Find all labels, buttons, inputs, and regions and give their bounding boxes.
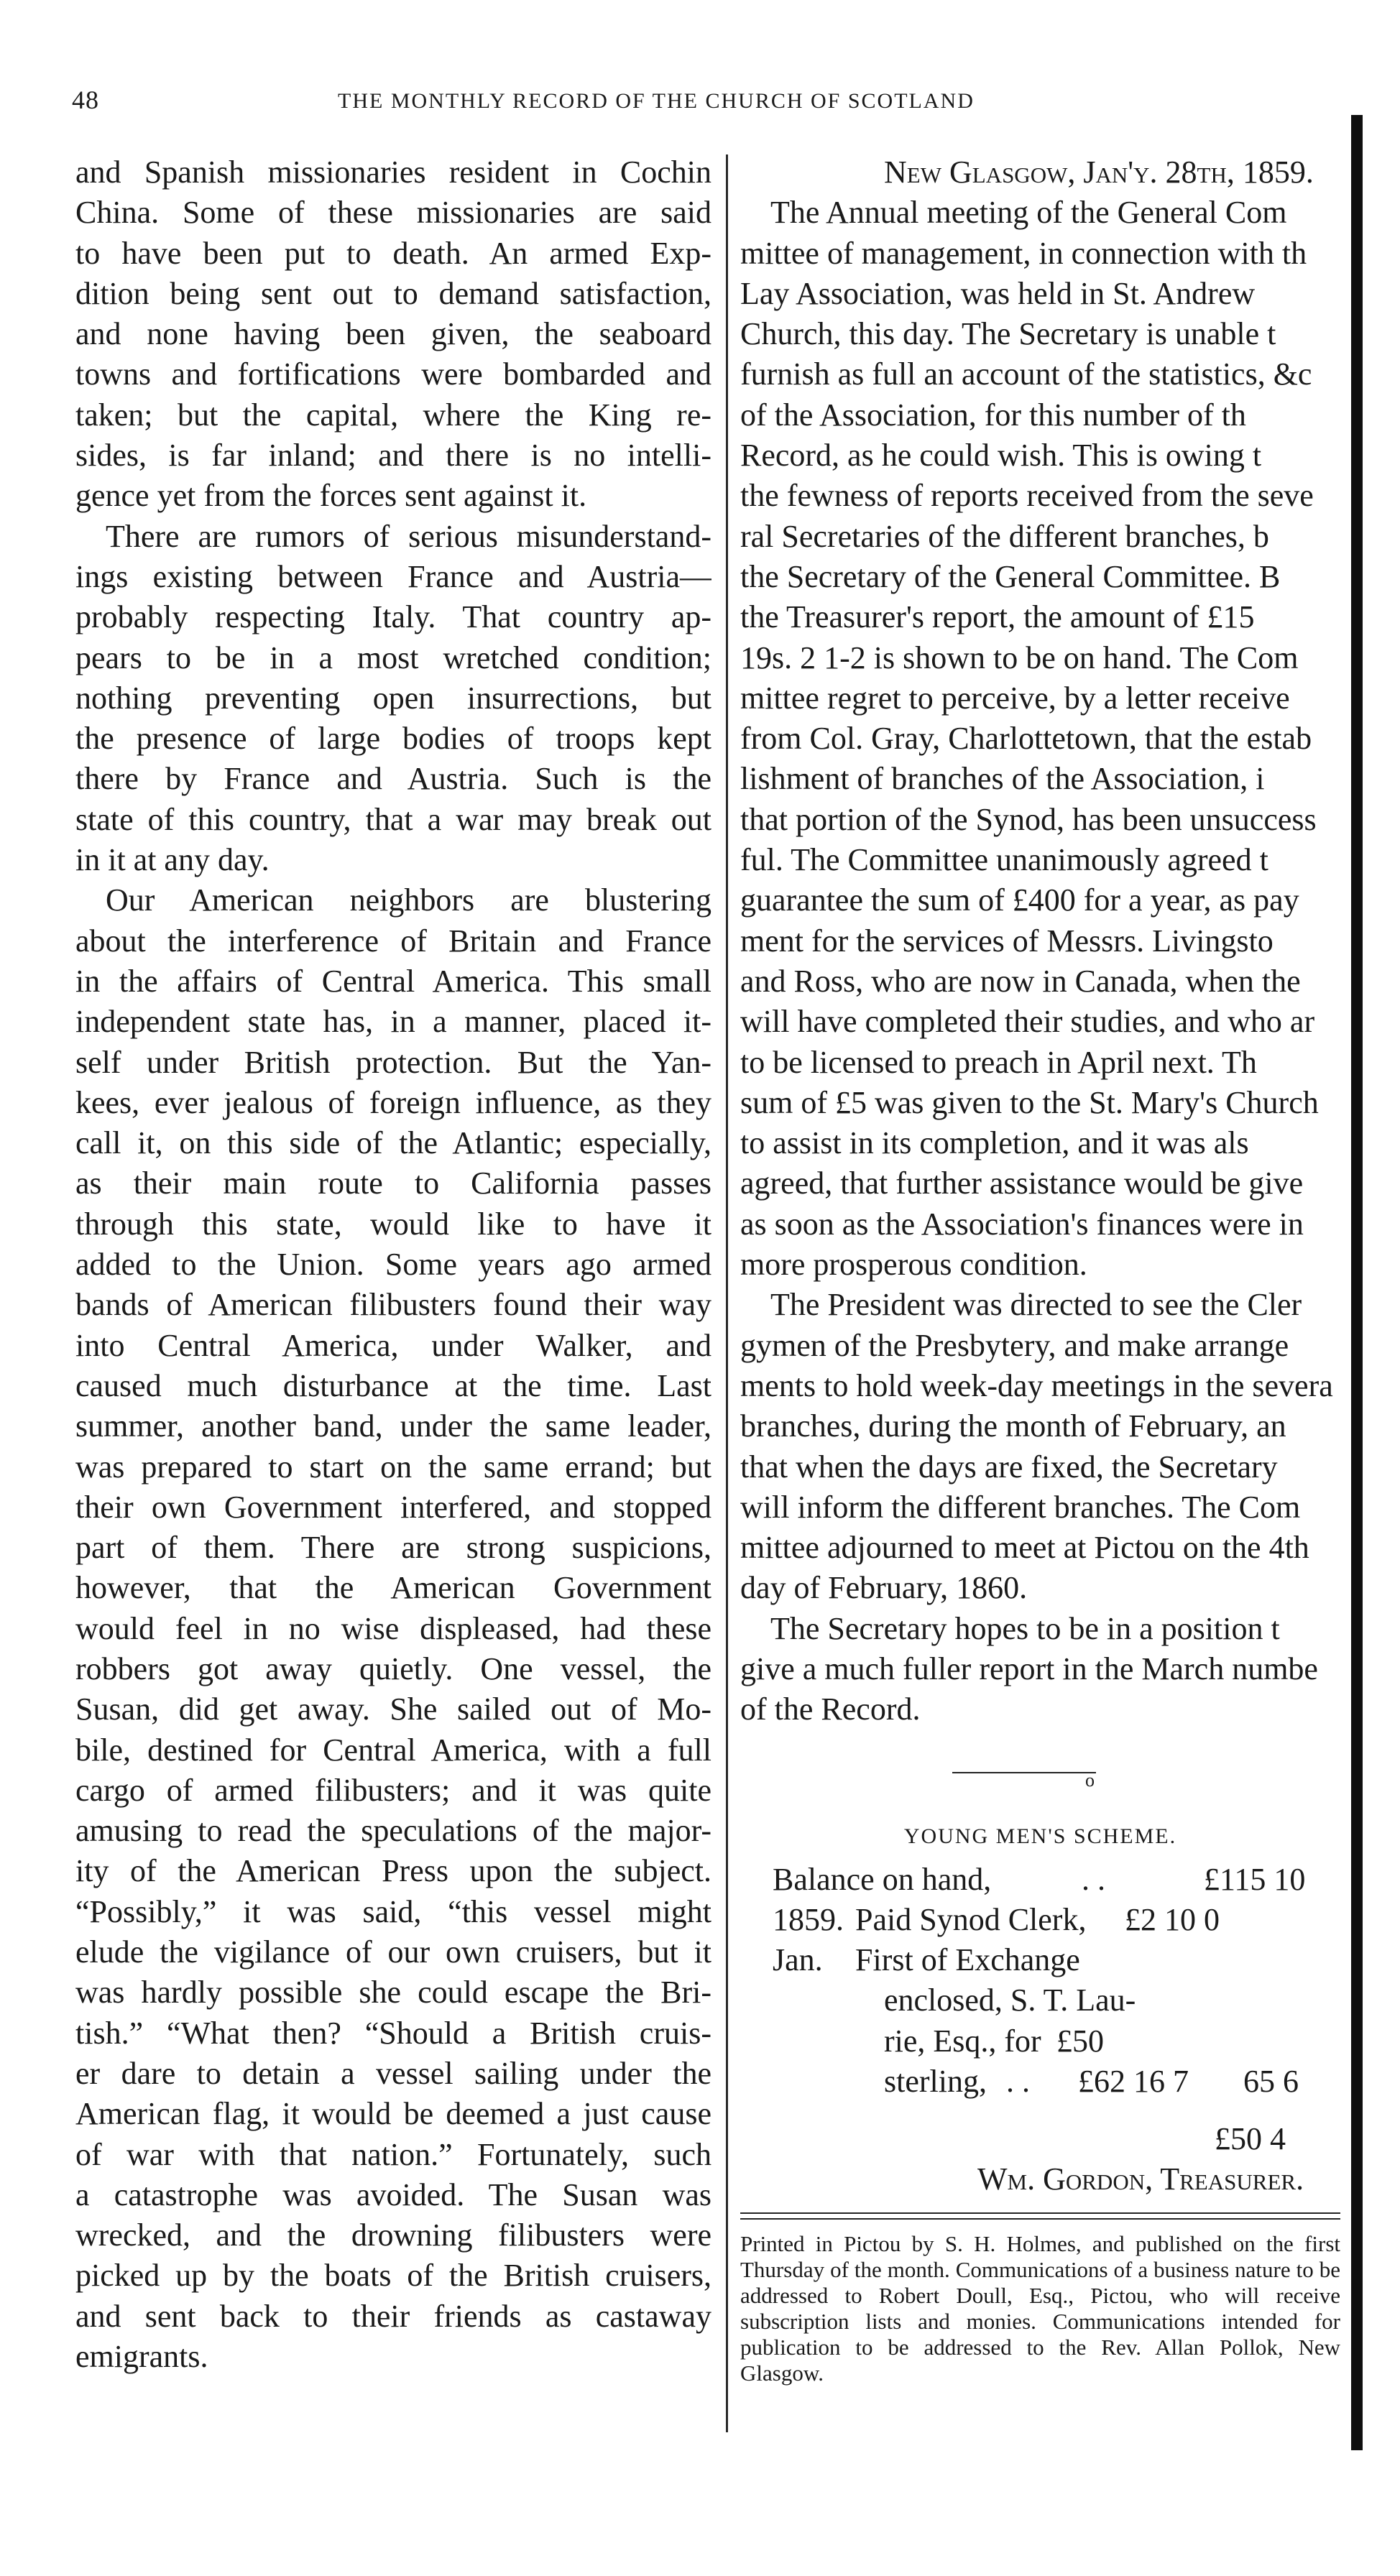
text-line: sides, is far inland; and there is no intelli- (75, 438, 711, 474)
ledger-amount: £62 16 7 (1078, 2064, 1189, 2100)
ledger-year: 1859. (773, 1901, 844, 1937)
text-line: Susan, did get away. She sailed out of Mo- (75, 1691, 711, 1727)
text-line: sum of £5 was given to the St. Mary's Church (740, 1084, 1319, 1120)
text-line: mittee of management, in connection with th (740, 235, 1307, 271)
text-line: ings existing between France and Austria— (75, 558, 711, 594)
text-line: agreed, that further assistance would be give (740, 1165, 1304, 1201)
text-line: mittee regret to perceive, by a letter receive (740, 680, 1290, 716)
rule-line (740, 2218, 1340, 2220)
text-line: will have completed their studies, and who ar (740, 1004, 1315, 1040)
text-line: probably respecting Italy. That country ap- (75, 599, 711, 635)
ledger-row (740, 2062, 1340, 2102)
text-line: Our American neighbors are blustering (106, 882, 711, 918)
ledger-label: Balance on hand, (773, 1861, 992, 1897)
text-line: will inform the different branches. The Com (740, 1489, 1301, 1525)
text-line: was hardly possible she could escape the Bri- (75, 1975, 711, 2011)
text-line: American flag, it would be deemed a just cause (75, 2096, 711, 2132)
ledger-label: enclosed, S. T. Lau- (884, 1982, 1136, 2018)
ledger-label: rie, Esq., for (884, 2023, 1041, 2059)
ornamental-rule (740, 1730, 1340, 1809)
text-line: call it, on this side of the Atlantic; especially, (75, 1125, 711, 1161)
ledger-month: Jan. (773, 1942, 823, 1978)
text-line: taken; but the capital, where the King re- (75, 397, 711, 433)
text-line: part of them. There are strong suspicions, (75, 1530, 711, 1566)
text-line: emigrants. (75, 2339, 208, 2375)
text-line: gence yet from the forces sent against it. (75, 478, 587, 514)
text-line: elude the vigilance of our own cruisers, but it (75, 1934, 711, 1970)
text-line: Lay Association, was held in St. Andrew (740, 275, 1256, 311)
text-line: bile, destined for Central America, with a full (75, 1732, 711, 1768)
text-line: amusing to read the speculations of the major- (75, 1813, 711, 1849)
text-line: the Secretary of the General Committee. B (740, 558, 1281, 594)
text-line: caused much disturbance at the time. Last (75, 1367, 711, 1403)
text-line: would feel in no wise displeased, had these (75, 1610, 711, 1646)
ledger-label: sterling, (884, 2064, 987, 2100)
text-line: that portion of the Synod, has been unsuccess (740, 801, 1317, 837)
ledger-label: First of Exchange (855, 1942, 1080, 1978)
text-line: self under British protection. But the Yan- (75, 1044, 711, 1080)
text-line: added to the Union. Some years ago armed (75, 1247, 711, 1283)
ledger-table (740, 1860, 1340, 2160)
ledger-balance: £50 4 (1215, 2121, 1286, 2157)
text-line: about the interference of Britain and France (75, 923, 711, 959)
text-line: into Central America, under Walker, and (75, 1327, 711, 1363)
text-line: and sent back to their friends as castaway (75, 2298, 711, 2334)
ledger-row (740, 2021, 1340, 2062)
double-rule (740, 2202, 1340, 2231)
text-line: pears to be in a most wretched condition; (75, 640, 711, 675)
text-line: their own Government interfered, and stopped (75, 1489, 711, 1525)
text-line: gymen of the Presbytery, and make arrange (740, 1327, 1289, 1363)
text-line: wrecked, and the drowning filibusters were (75, 2217, 711, 2253)
section-heading: YOUNG MEN'S SCHEME. (903, 1824, 1177, 1848)
text-line: guarantee the sum of £400 for a year, as pay (740, 882, 1299, 918)
text-line: through this state, would like to have it (75, 1206, 711, 1242)
column-divider (726, 154, 728, 2432)
text-line: however, that the American Government (75, 1570, 711, 1606)
text-line: er dare to detain a vessel sailing under the (75, 2055, 711, 2091)
text-line: branches, during the month of February, an (740, 1408, 1286, 1444)
ledger-row (740, 2102, 1340, 2159)
text-line: China. Some of these missionaries are said (75, 195, 711, 231)
text-line: that when the days are fixed, the Secretary (740, 1449, 1278, 1485)
ledger-row (740, 1980, 1340, 2021)
text-line: in it at any day. (75, 842, 270, 878)
text-line: state of this country, that a war may break out (75, 801, 711, 837)
text-line: to be licensed to preach in April next. Th (740, 1044, 1257, 1080)
text-line: Record, as he could wish. This is owing t (740, 438, 1262, 474)
text-line: there by France and Austria. Such is the (75, 761, 711, 797)
text-line: the Treasurer's report, the amount of £15 (740, 599, 1255, 635)
text-line: to assist in its completion, and it was als (740, 1125, 1249, 1161)
ledger-row (740, 1940, 1340, 1980)
ledger-amount: £2 10 0 (1125, 1901, 1220, 1937)
ledger-total: 65 6 (1243, 2064, 1299, 2100)
text-line: and Ross, who are now in Canada, when the (740, 963, 1301, 999)
text-line: The Secretary hopes to be in a position t (770, 1610, 1280, 1646)
text-line: ity of the American Press upon the subject. (75, 1853, 711, 1889)
text-line: give a much fuller report in the March numbe (740, 1651, 1318, 1686)
text-line: from Col. Gray, Charlottetown, that the estab (740, 721, 1312, 757)
text-line: as their main route to California passes (75, 1165, 711, 1201)
rule-line (740, 2212, 1340, 2214)
left-column (75, 152, 711, 2377)
right-column (740, 152, 1340, 2386)
text-line: towns and fortifications were bombarded and (75, 356, 711, 392)
text-line: to have been put to death. An armed Exp- (75, 235, 711, 271)
ledger-amount: £115 10 (1204, 1861, 1306, 1897)
text-line: cargo of armed filibusters; and it was quite (75, 1772, 711, 1808)
text-line: Church, this day. The Secretary is unable t (740, 316, 1276, 352)
text-line: more prosperous condition. (740, 1247, 1087, 1283)
text-line: The President was directed to see the Cler (770, 1287, 1302, 1323)
page-edge-bar (1351, 115, 1363, 2450)
page-title: THE MONTHLY RECORD OF THE CHURCH OF SCOTLAND (338, 89, 975, 113)
ledger-label: Paid Synod Clerk, (855, 1901, 1087, 1937)
text-line: tish.” “What then? “Should a British cruis- (75, 2015, 711, 2051)
text-line: “Possibly,” it was said, “this vessel might (75, 1893, 711, 1929)
text-line: the presence of large bodies of troops kept (75, 721, 711, 757)
text-line: ful. The Committee unanimously agreed t (740, 842, 1268, 878)
text-line: ment for the services of Messrs. Livingsto (740, 923, 1274, 959)
text-line: robbers got away quietly. One vessel, the (75, 1651, 711, 1686)
treasurer-signature (740, 2159, 1340, 2202)
text-line: ments to hold week-day meetings in the severa (740, 1367, 1333, 1403)
imprint-note: Printed in Pictou by S. H. Holmes, and published on the first Thursday of the month. Communications of a business nature to be addressed to Robert Doull, Esq., Pictou, who will receive subscription lists and monies. Communications intended for publication to be addressed to the Rev. Allan Pollok, New Glasgow. (740, 2231, 1340, 2386)
text-line: of the Record. (740, 1691, 921, 1727)
treasurer-name: Wm. Gordon, Treasurer. (977, 2161, 1304, 2197)
text-line: 19s. 2 1-2 is shown to be on hand. The Com (740, 640, 1299, 675)
rule-ornament: o (1085, 1769, 1095, 1791)
text-line: as soon as the Association's finances were in (740, 1206, 1304, 1242)
text-line: nothing preventing open insurrections, but (75, 680, 711, 716)
rule-line (952, 1772, 1096, 1773)
text-line: bands of American filibusters found their way (75, 1287, 711, 1323)
ledger-dots: . . (1006, 2064, 1030, 2100)
text-line: ral Secretaries of the different branches, b (740, 518, 1269, 554)
text-line: of the Association, for this number of th (740, 397, 1246, 433)
text-line: furnish as full an account of the statistics, &c (740, 356, 1312, 392)
text-line: day of February, 1860. (740, 1570, 1028, 1606)
text-line: independent state has, in a manner, placed it- (75, 1004, 711, 1040)
ledger-amount: £50 (1056, 2023, 1104, 2059)
text-line: a catastrophe was avoided. The Susan was (75, 2176, 711, 2212)
text-line: The Annual meeting of the General Com (770, 195, 1287, 231)
text-line: in the affairs of Central America. This small (75, 963, 711, 999)
dateline: New Glasgow, Jan'y. 28th, 1859. (884, 154, 1314, 190)
text-line: the fewness of reports received from the seve (740, 478, 1314, 514)
text-line: was prepared to start on the same errand; but (75, 1449, 711, 1485)
text-line: and Spanish missionaries resident in Cochin (75, 154, 711, 190)
text-line: kees, ever jealous of foreign influence, as they (75, 1084, 711, 1120)
text-line: lishment of branches of the Association, i (740, 761, 1265, 797)
ledger-row (740, 1860, 1340, 1900)
ledger-row (740, 1900, 1340, 1940)
text-line: of war with that nation.” Fortunately, such (75, 2136, 711, 2172)
text-line: dition being sent out to demand satisfaction, (75, 275, 711, 311)
ledger-dots: . . (1082, 1861, 1105, 1897)
text-line: summer, another band, under the same leader, (75, 1408, 711, 1444)
text-line: picked up by the boats of the British cruisers, (75, 2258, 711, 2294)
text-line: There are rumors of serious misunderstand- (106, 518, 711, 554)
page-number: 48 (72, 86, 99, 114)
text-line: mittee adjourned to meet at Pictou on the 4th (740, 1530, 1309, 1566)
text-line: and none having been given, the seaboard (75, 316, 711, 352)
